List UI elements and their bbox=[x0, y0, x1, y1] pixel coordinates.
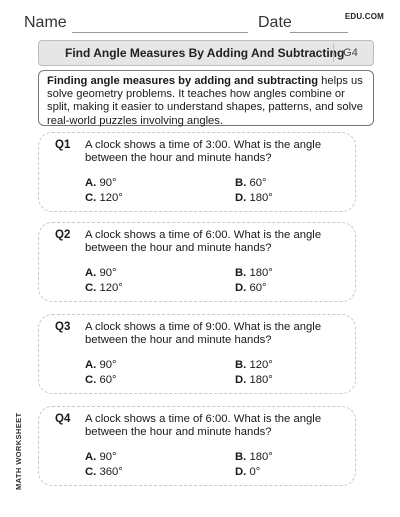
name-label: Name bbox=[24, 14, 67, 31]
question-text: A clock shows a time of 6:00. What is the angle between the hour and minute hands? bbox=[85, 229, 322, 255]
option-letter: C. bbox=[85, 192, 97, 204]
option-value: 180° bbox=[249, 374, 273, 386]
option-value: 120° bbox=[249, 359, 273, 371]
option-letter: B. bbox=[235, 267, 247, 279]
side-label: MATH WORKSHEET bbox=[14, 412, 23, 490]
option-c[interactable] bbox=[85, 282, 123, 294]
option-letter: B. bbox=[235, 177, 247, 189]
option-c[interactable] bbox=[85, 466, 123, 478]
option-letter: A. bbox=[85, 267, 97, 279]
top-row bbox=[0, 10, 400, 34]
question-number: Q4 bbox=[55, 413, 71, 425]
option-b[interactable] bbox=[235, 451, 273, 463]
option-b[interactable] bbox=[235, 267, 273, 279]
date-line[interactable] bbox=[290, 32, 348, 33]
intro-box bbox=[38, 70, 374, 126]
option-letter: C. bbox=[85, 466, 97, 478]
intro-bold-text: Finding angle measures by adding and subtracting bbox=[47, 75, 319, 87]
option-value: 180° bbox=[249, 267, 273, 279]
option-b[interactable] bbox=[235, 359, 273, 371]
option-letter: C. bbox=[85, 374, 97, 386]
question-card bbox=[38, 222, 356, 302]
title-bar bbox=[38, 40, 374, 66]
option-value: 0° bbox=[249, 466, 261, 478]
question-text: A clock shows a time of 9:00. What is the angle between the hour and minute hands? bbox=[85, 321, 322, 347]
option-c[interactable] bbox=[85, 374, 117, 386]
option-value: 60° bbox=[249, 282, 267, 294]
option-value: 180° bbox=[249, 192, 273, 204]
option-letter: B. bbox=[235, 451, 247, 463]
option-letter: D. bbox=[235, 282, 247, 294]
option-letter: D. bbox=[235, 466, 247, 478]
option-letter: A. bbox=[85, 451, 97, 463]
question-text: A clock shows a time of 6:00. What is the angle between the hour and minute hands? bbox=[85, 413, 322, 439]
date-label: Date bbox=[258, 14, 292, 31]
grade-badge: G4 bbox=[333, 44, 367, 62]
question-card bbox=[38, 406, 356, 486]
name-line[interactable] bbox=[72, 32, 248, 33]
option-a[interactable] bbox=[85, 177, 117, 189]
option-value: 360° bbox=[99, 466, 123, 478]
option-letter: A. bbox=[85, 177, 97, 189]
option-value: 180° bbox=[249, 451, 273, 463]
option-letter: C. bbox=[85, 282, 97, 294]
option-value: 60° bbox=[99, 374, 117, 386]
option-value: 120° bbox=[99, 192, 123, 204]
option-a[interactable] bbox=[85, 359, 117, 371]
option-value: 60° bbox=[249, 177, 267, 189]
option-letter: B. bbox=[235, 359, 247, 371]
option-d[interactable] bbox=[235, 466, 260, 478]
question-number: Q1 bbox=[55, 139, 71, 151]
option-a[interactable] bbox=[85, 267, 117, 279]
intro-text: helps us solve geometry problems. It teaches how angles combine or split, making it easier to understand shapes, patterns, and solve real-world puzzles involving angles. bbox=[47, 75, 363, 127]
option-a[interactable] bbox=[85, 451, 117, 463]
question-text: A clock shows a time of 3:00. What is the angle between the hour and minute hands? bbox=[85, 139, 322, 165]
option-letter: A. bbox=[85, 359, 97, 371]
option-value: 120° bbox=[99, 282, 123, 294]
question-card bbox=[38, 314, 356, 394]
question-number: Q2 bbox=[55, 229, 71, 241]
worksheet-title: Find Angle Measures By Adding And Subtracting bbox=[65, 46, 345, 60]
option-value: 90° bbox=[99, 267, 117, 279]
logo: EDU.COM bbox=[344, 12, 384, 21]
option-d[interactable] bbox=[235, 282, 267, 294]
option-d[interactable] bbox=[235, 374, 273, 386]
option-c[interactable] bbox=[85, 192, 123, 204]
option-letter: D. bbox=[235, 374, 247, 386]
option-value: 90° bbox=[99, 177, 117, 189]
option-d[interactable] bbox=[235, 192, 273, 204]
question-card bbox=[38, 132, 356, 212]
option-value: 90° bbox=[99, 451, 117, 463]
option-letter: D. bbox=[235, 192, 247, 204]
option-b[interactable] bbox=[235, 177, 267, 189]
option-value: 90° bbox=[99, 359, 117, 371]
question-number: Q3 bbox=[55, 321, 71, 333]
